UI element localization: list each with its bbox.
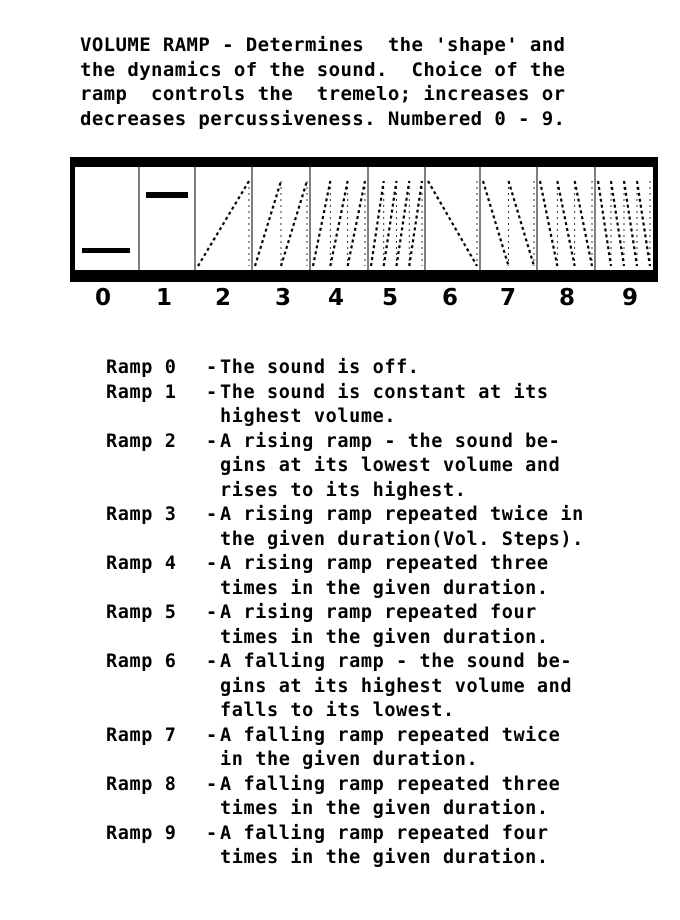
ramp-definition-name: Ramp 2 [106, 430, 177, 452]
ramp-number-labels [70, 285, 658, 315]
ramp-definition-name: Ramp 3 [106, 504, 177, 525]
definition-dash: - [206, 773, 218, 795]
definition-line: times in the given duration. [220, 847, 549, 868]
ramp-definition-text [220, 773, 671, 822]
definition-line: times in the given duration. [220, 798, 549, 819]
ramp-0-shape [82, 248, 130, 253]
intro-paragraph [80, 33, 670, 131]
ramp-definition-name: Ramp 4 [106, 553, 177, 574]
definition-line: the given duration(Vol. Steps). [220, 528, 584, 550]
ramp-number-label: 8 [558, 285, 575, 311]
definition-dash: - [206, 822, 218, 844]
definition-line: rises to its highest. [220, 479, 467, 501]
ramp-shapes-svg [70, 157, 658, 282]
definition-dash: - [206, 430, 218, 452]
intro-line: VOLUME RAMP - Determines the 'shape' and [80, 34, 566, 56]
ramp-number-label: 0 [94, 285, 111, 311]
ramp-definitions [106, 356, 671, 871]
ramp-definition [106, 650, 671, 724]
definition-dash: - [206, 651, 218, 672]
definition-line: The sound is constant at its [220, 381, 549, 403]
definition-line: gins at its highest volume and [220, 675, 573, 697]
ramp-definition-name: Ramp 8 [106, 773, 177, 795]
ramp-definition [106, 601, 671, 650]
ramp-definition [106, 552, 671, 601]
definition-line: A falling ramp - the sound be- [220, 651, 573, 672]
ramp-1-shape [146, 192, 188, 198]
intro-line: ramp controls the tremelo; increases or [80, 83, 566, 105]
ramp-definition-name: Ramp 6 [106, 651, 177, 672]
ramp-definition [106, 381, 671, 430]
definition-line: in the given duration. [220, 749, 479, 770]
ramp-definition-text [220, 503, 671, 552]
ramp-definition [106, 503, 671, 552]
definition-line: The sound is off. [220, 357, 420, 378]
ramp-number-label: 9 [621, 285, 638, 311]
definition-line: times in the given duration. [220, 626, 549, 648]
ramp-definition [106, 773, 671, 822]
intro-line: decreases percussiveness. Numbered 0 - 9. [80, 107, 566, 130]
ramp-definition [106, 356, 671, 381]
ramp-number-label: 5 [381, 285, 398, 311]
ramp-definition-text [220, 724, 671, 773]
definition-line: highest volume. [220, 406, 397, 427]
ramp-definition-name: Ramp 9 [106, 822, 177, 844]
ramp-definition-text [220, 381, 671, 430]
definition-line: A falling ramp repeated twice [220, 724, 561, 746]
definition-dash: - [206, 357, 218, 378]
definition-line: A rising ramp repeated twice in [220, 504, 584, 525]
definition-line: A falling ramp repeated three [220, 773, 561, 795]
ramp-definition [106, 430, 671, 504]
definition-line: A falling ramp repeated four [220, 822, 549, 844]
ramp-definition-text [220, 430, 671, 504]
definition-line: gins at its lowest volume and [220, 455, 561, 476]
definition-line: A rising ramp repeated four [220, 602, 537, 623]
definition-dash: - [206, 553, 218, 574]
definition-dash: - [206, 504, 218, 525]
ramp-definition-text [220, 356, 671, 381]
ramp-definition-name: Ramp 5 [106, 602, 177, 623]
ramp-definition [106, 822, 671, 871]
definition-line: A rising ramp repeated three [220, 553, 549, 574]
ramp-number-label: 2 [214, 285, 231, 311]
ramp-number-label: 6 [441, 285, 458, 311]
ramp-definition-text [220, 552, 671, 601]
ramp-number-label: 1 [155, 285, 172, 311]
ramp-definition [106, 724, 671, 773]
ramp-definition-text [220, 601, 671, 650]
definition-line: A rising ramp - the sound be- [220, 430, 561, 452]
definition-dash: - [206, 602, 218, 623]
ramp-definition-text [220, 822, 671, 871]
definition-dash: - [206, 724, 218, 746]
definition-line: falls to its lowest. [220, 700, 455, 721]
ramp-shapes-diagram [70, 157, 658, 282]
ramp-definition-name: Ramp 7 [106, 724, 177, 746]
ramp-definition-name: Ramp 0 [106, 357, 177, 378]
definition-line: times in the given duration. [220, 577, 549, 599]
ramp-number-label: 4 [327, 285, 344, 311]
intro-line: the dynamics of the sound. Choice of the [80, 58, 566, 81]
ramp-definition-text [220, 650, 671, 724]
ramp-definition-name: Ramp 1 [106, 381, 177, 403]
ramp-number-label: 7 [499, 285, 516, 311]
definition-dash: - [206, 381, 218, 403]
ramp-number-label: 3 [274, 285, 291, 311]
